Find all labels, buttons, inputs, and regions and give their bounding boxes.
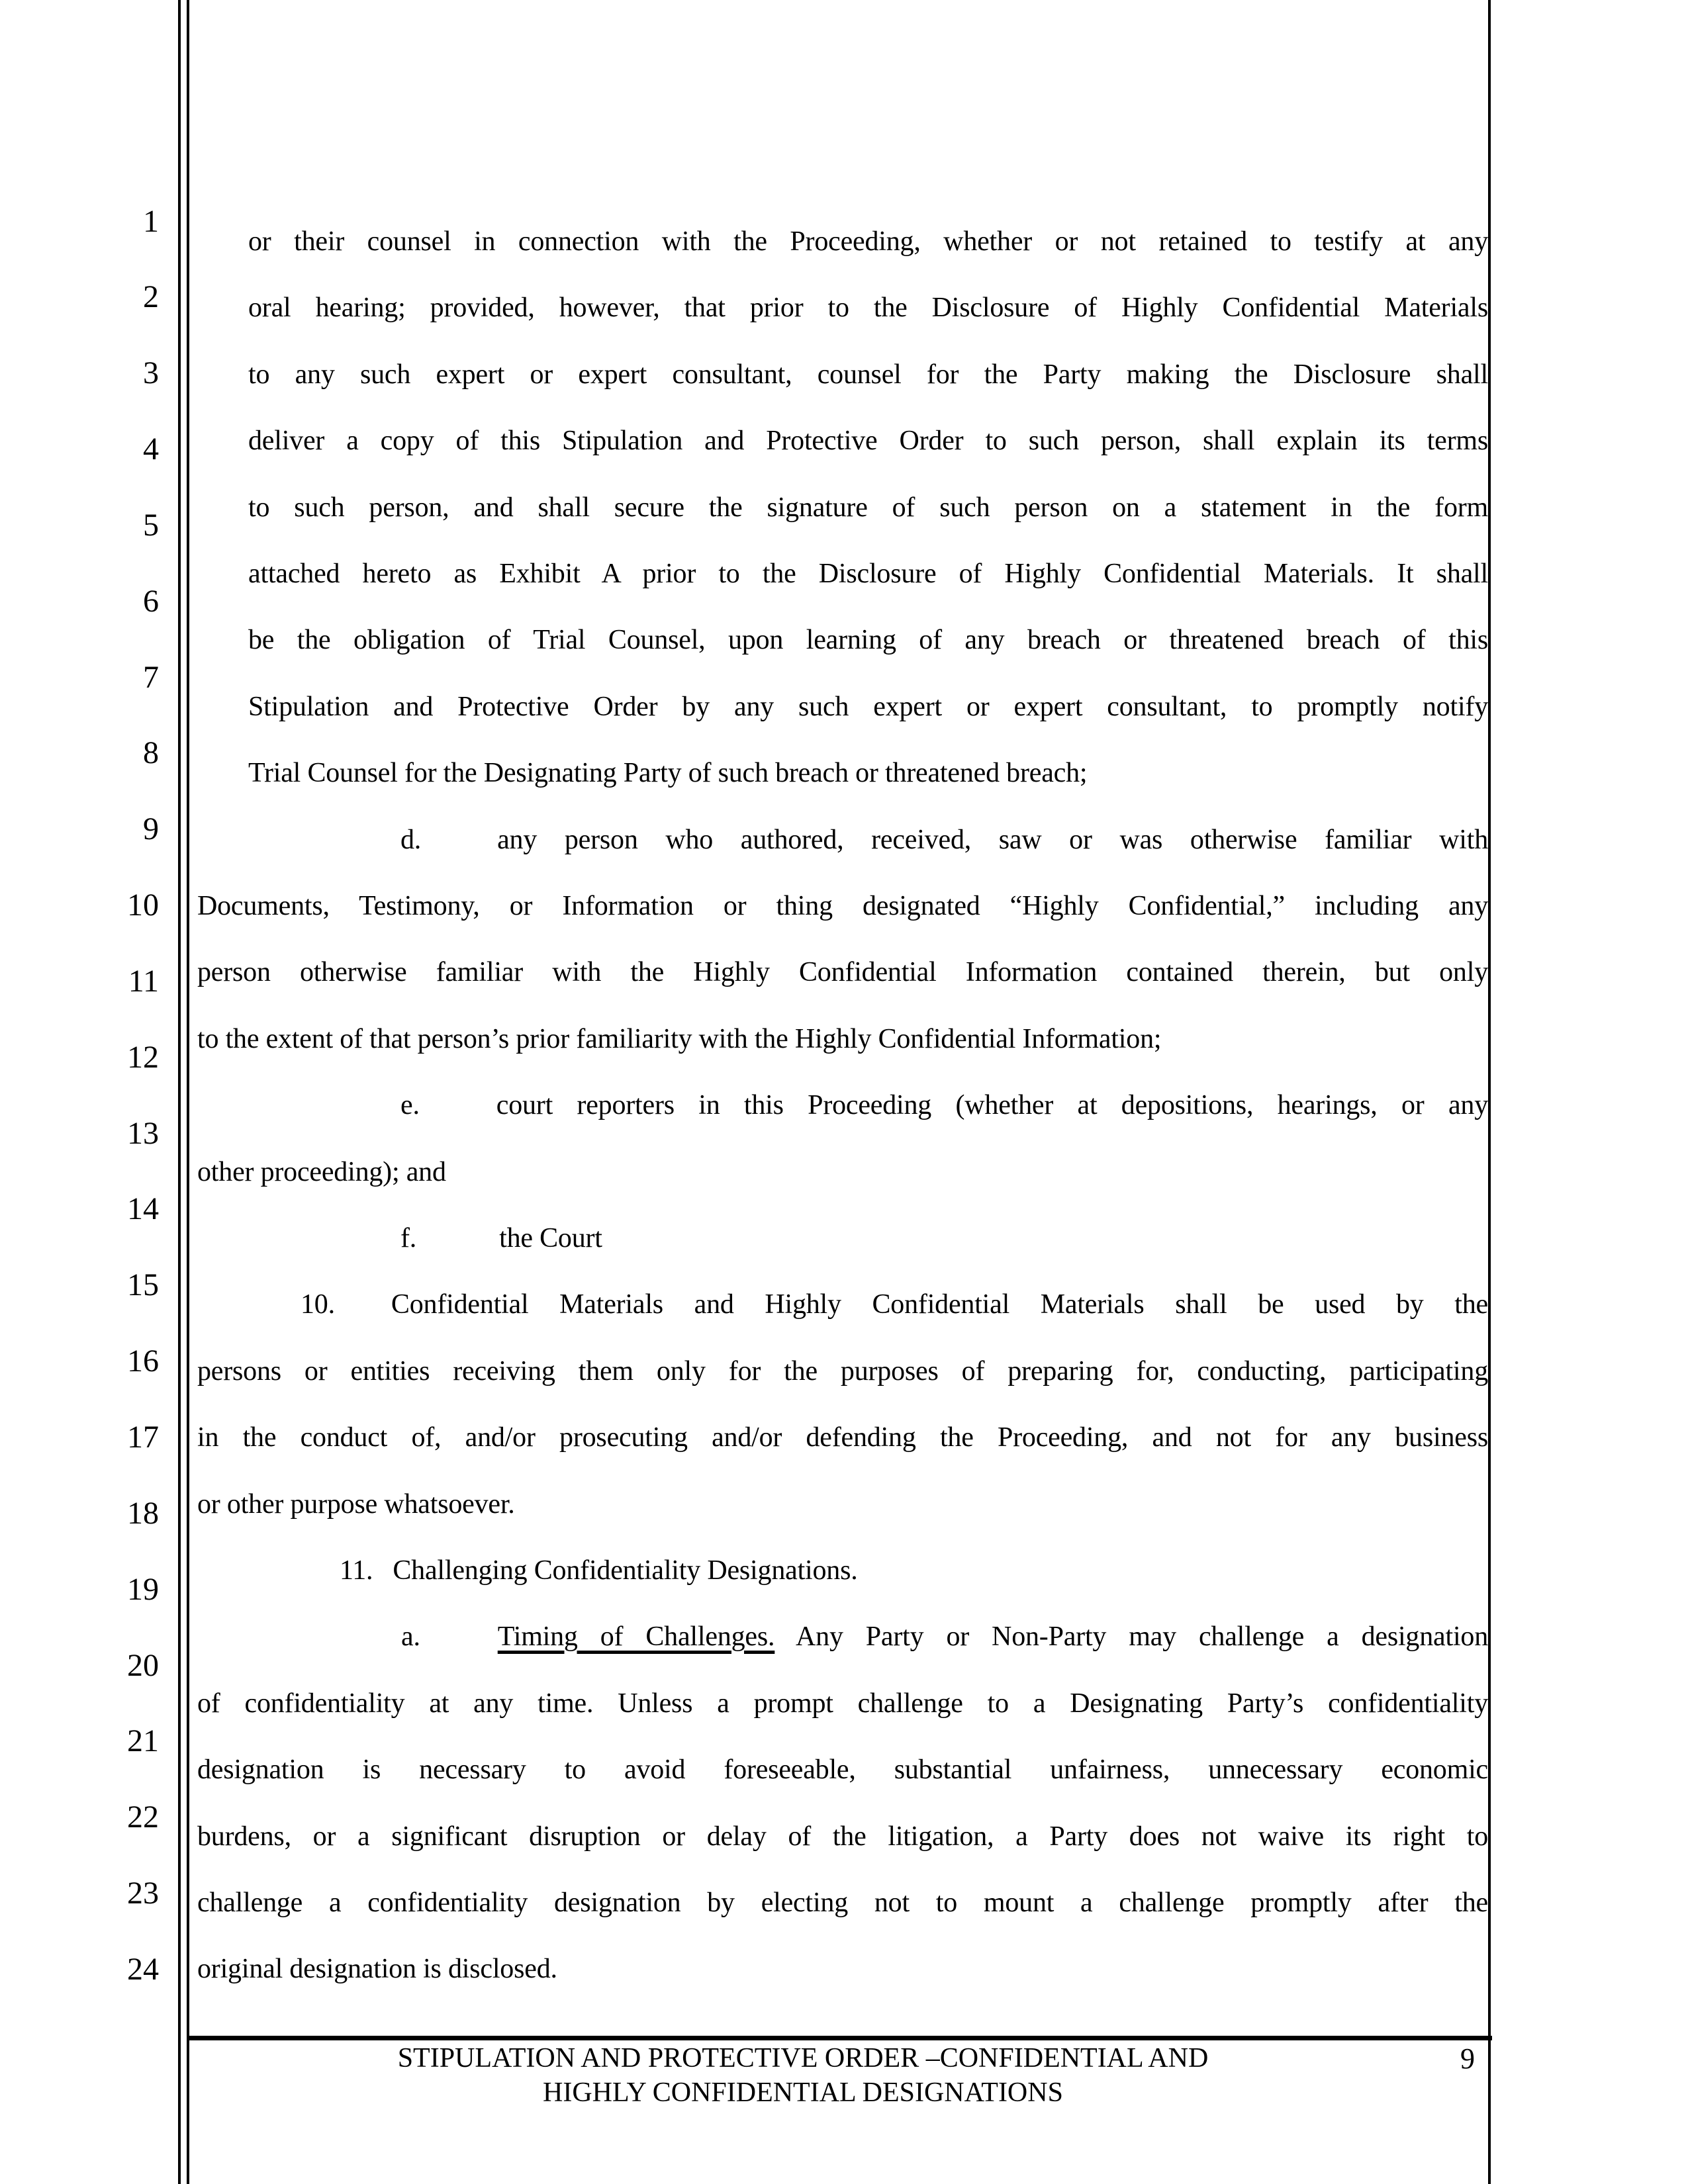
line-number: 3	[143, 355, 159, 390]
doc-line-label: d.	[400, 825, 422, 855]
doc-line	[197, 823, 1488, 856]
line-number: 4	[143, 432, 159, 467]
line-number: 9	[143, 811, 159, 846]
doc-line-text: Challenging Confidentiality Designations.	[393, 1555, 858, 1586]
tab-spacer	[373, 1578, 393, 1579]
doc-line-text: any person who authored, received, saw or was otherwise familiar with	[497, 825, 1488, 855]
doc-line	[197, 1288, 1488, 1321]
doc-line	[197, 1089, 1488, 1122]
footer-title-line2: HIGHLY CONFIDENTIAL DESIGNATIONS	[543, 2077, 1063, 2108]
doc-line-label: e.	[400, 1090, 420, 1120]
line-number: 19	[127, 1572, 159, 1607]
doc-line: or other purpose whatsoever.	[197, 1489, 515, 1520]
doc-line: oral hearing; provided, however, that prior to the Disclosure of Highly Confidential Materials	[248, 293, 1488, 323]
doc-line: Stipulation and Protective Order by any such expert or expert consultant, to promptly notify	[248, 692, 1488, 722]
line-number: 20	[127, 1648, 159, 1683]
doc-line: Documents, Testimony, or Information or thing designated “Highly Confidential,” including any	[197, 891, 1488, 921]
left-margin-rule-outer	[178, 0, 181, 2184]
line-number: 12	[127, 1040, 159, 1075]
page-number: 9	[1460, 2042, 1475, 2075]
doc-line: original designation is disclosed.	[197, 1954, 557, 1984]
doc-line-label: 11.	[340, 1555, 373, 1586]
doc-line: other proceeding); and	[197, 1157, 446, 1187]
right-margin-rule	[1488, 0, 1491, 2184]
line-number: 21	[127, 1723, 159, 1758]
doc-line	[197, 1554, 1488, 1587]
footer-title	[197, 2041, 1409, 2110]
line-number: 24	[127, 1952, 159, 1987]
doc-line	[197, 1620, 1488, 1653]
tab-spacer	[420, 1113, 496, 1114]
doc-line: designation is necessary to avoid foreseeable, substantial unfairness, unnecessary economic	[197, 1754, 1488, 1785]
doc-line: of confidentiality at any time. Unless a prompt challenge to a Designating Party’s confidentiality	[197, 1688, 1488, 1719]
doc-line-text: Confidential Materials and Highly Confidential Materials shall be used by the	[391, 1289, 1488, 1320]
line-number: 22	[127, 1799, 159, 1835]
doc-line-text: court reporters in this Proceeding (whether at depositions, hearings, or any	[496, 1090, 1488, 1120]
doc-line-label: f.	[400, 1223, 417, 1253]
doc-line-text: Any Party or Non-Party may challenge a designation	[796, 1621, 1489, 1652]
underlined-phrase: Timing of Challenges.	[497, 1621, 775, 1652]
doc-line: in the conduct of, and/or prosecuting and/or defending the Proceeding, and not for any business	[197, 1422, 1488, 1453]
doc-line: person otherwise familiar with the Highly Confidential Information contained therein, but only	[197, 957, 1488, 987]
footer-title-line1: STIPULATION AND PROTECTIVE ORDER –CONFIDENTIAL AND	[397, 2043, 1209, 2073]
line-number: 8	[143, 735, 159, 770]
doc-line: to the extent of that person’s prior familiarity with the Highly Confidential Information;	[197, 1024, 1162, 1054]
line-number: 10	[127, 887, 159, 923]
doc-line: burdens, or a significant disruption or delay of the litigation, a Party does not waive its right to	[197, 1821, 1488, 1852]
line-number: 18	[127, 1496, 159, 1531]
line-number: 16	[127, 1343, 159, 1379]
line-number: 11	[128, 964, 159, 999]
line-number: 23	[127, 1876, 159, 1911]
doc-line: be the obligation of Trial Counsel, upon learning of any breach or threatened breach of this	[248, 625, 1488, 655]
doc-line: challenge a confidentiality designation by electing not to mount a challenge promptly after the	[197, 1888, 1488, 1918]
doc-line: deliver a copy of this Stipulation and Protective Order to such person, shall explain its terms	[248, 426, 1488, 456]
doc-line: Trial Counsel for the Designating Party of such breach or threatened breach;	[248, 758, 1088, 788]
doc-line: attached hereto as Exhibit A prior to the Disclosure of Highly Confidential Materials. It shall	[248, 559, 1488, 589]
line-number: 14	[127, 1191, 159, 1226]
doc-line: or their counsel in connection with the Proceeding, whether or not retained to testify at any	[248, 226, 1488, 257]
doc-line-label: a.	[401, 1621, 420, 1652]
tab-spacer	[335, 1312, 391, 1313]
line-number: 5	[143, 508, 159, 543]
doc-line	[197, 1222, 1488, 1255]
line-number: 6	[143, 584, 159, 619]
tab-spacer	[416, 1246, 499, 1247]
line-number: 13	[127, 1116, 159, 1151]
left-margin-rule-inner	[187, 0, 189, 2184]
doc-line: to any such expert or expert consultant, counsel for the Party making the Disclosure shall	[248, 359, 1488, 390]
doc-line: to such person, and shall secure the signature of such person on a statement in the form	[248, 492, 1488, 523]
doc-line-text: the Court	[499, 1223, 602, 1253]
line-number: 7	[143, 660, 159, 695]
line-number: 15	[127, 1267, 159, 1302]
doc-line: persons or entities receiving them only for the purposes of preparing for, conducting, participating	[197, 1356, 1488, 1387]
footer-rule	[189, 2036, 1492, 2040]
line-number: 17	[127, 1420, 159, 1455]
line-number: 2	[143, 279, 159, 314]
doc-line-label: 10.	[301, 1289, 335, 1320]
line-number: 1	[143, 204, 159, 239]
